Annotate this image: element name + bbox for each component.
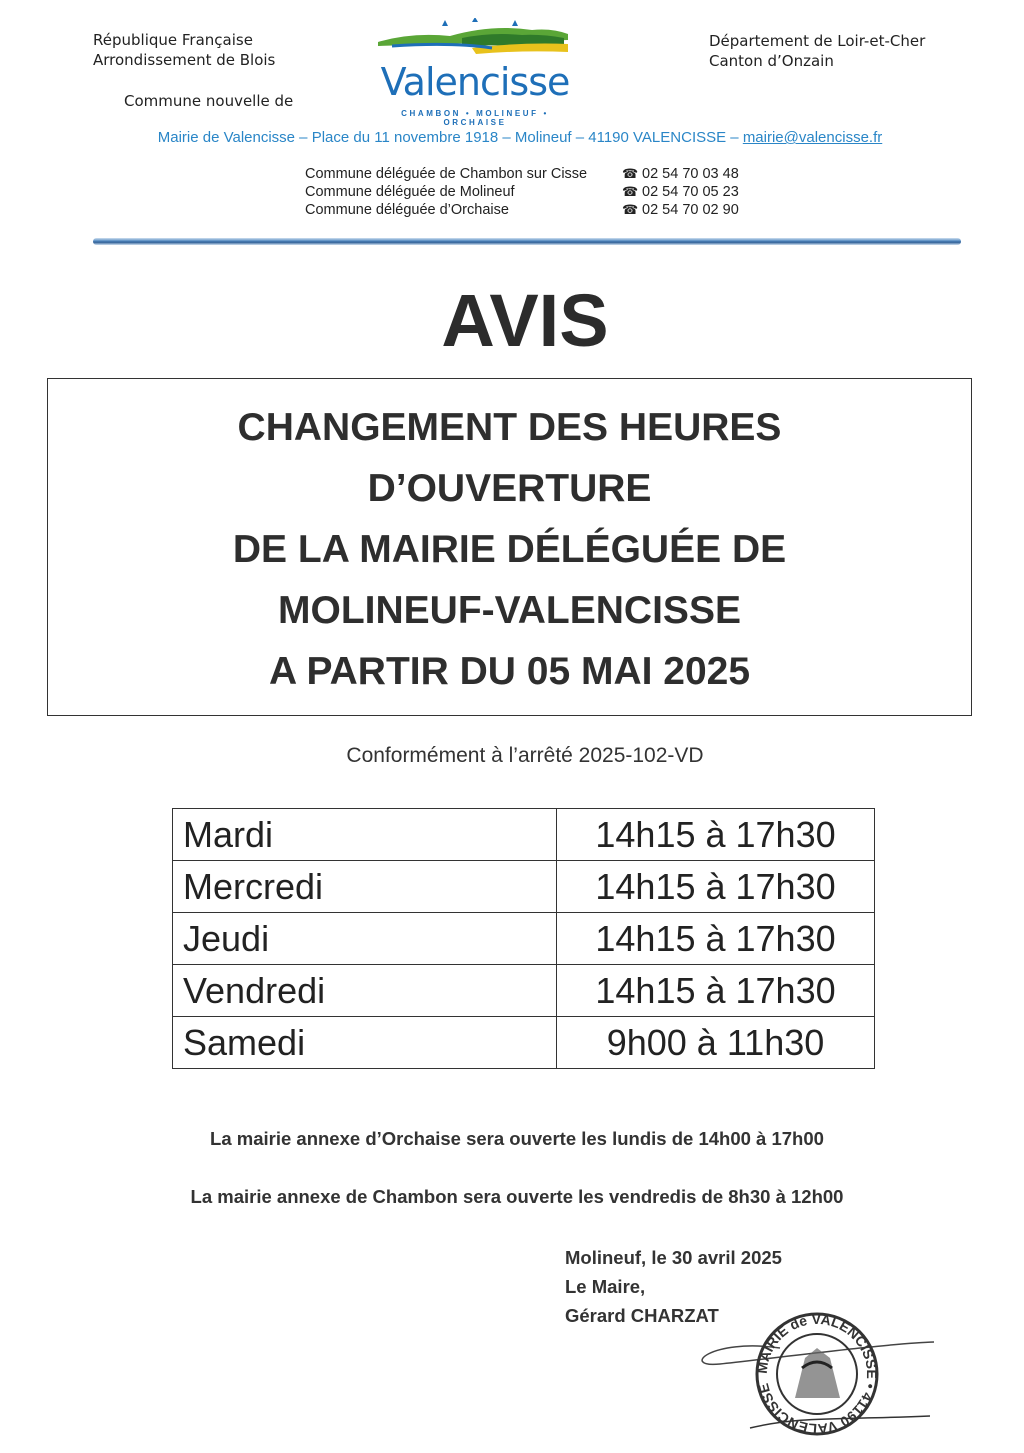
header-left-block [93,30,275,70]
time-cell: 9h00 à 11h30 [557,1017,875,1069]
day-cell: Vendredi [173,965,557,1017]
annexe-orchaise-note: La mairie annexe d’Orchaise sera ouverte les lundis de 14h00 à 17h00 [210,1128,824,1149]
logo-subtitle: CHAMBON • MOLINEUF • ORCHAISE [401,109,549,127]
telephone-icon: ☎ [622,184,639,199]
commune-phone: 02 54 70 02 90 [642,202,739,218]
mairie-address [0,129,1024,146]
opening-hours-table [172,808,875,1069]
phones-list [622,165,739,219]
time-cell: 14h15 à 17h30 [557,809,875,861]
header-right-block [709,31,925,71]
time-cell: 14h15 à 17h30 [557,861,875,913]
table-row [173,861,875,913]
commune-nouvelle-line: Commune nouvelle de [124,92,294,110]
commune-name: Commune déléguée de Molineuf [305,184,515,200]
notice-box-line: D’OUVERTURE [367,467,652,510]
signer-role: Le Maire, [565,1276,646,1297]
departement-line: Département de Loir-et-Cher [709,32,926,50]
arrondissement-line: Arrondissement de Blois [93,51,276,69]
notice-box-line: A PARTIR DU 05 MAI 2025 [268,650,751,693]
communes-list [305,165,587,219]
commune-phone: 02 54 70 05 23 [642,184,739,200]
official-seal [690,1298,940,1448]
table-row [173,913,875,965]
day-cell: Samedi [173,1017,557,1069]
time-cell: 14h15 à 17h30 [557,965,875,1017]
annexe-chambon-note: La mairie annexe de Chambon sera ouverte les vendredis de 8h30 à 12h00 [190,1186,844,1207]
notice-box [47,378,972,716]
day-cell: Jeudi [173,913,557,965]
address-text: Mairie de Valencisse – Place du 11 novembre 1918 – Molineuf – 41190 VALENCISSE – [157,129,739,146]
commune-name: Commune déléguée d’Orchaise [305,202,509,218]
commune-name: Commune déléguée de Chambon sur Cisse [305,166,588,182]
seal-text: MAIRIE de VALENCISSE • 41190 VALENCISSE [753,1310,881,1438]
day-cell: Mardi [173,809,557,861]
day-cell: Mercredi [173,861,557,913]
notice-box-line: DE LA MAIRIE DÉLÉGUÉE DE [232,528,787,571]
signer-name: Gérard CHARZAT [565,1305,719,1326]
canton-line: Canton d’Onzain [709,52,834,70]
notice-box-line: CHANGEMENT DES HEURES [237,406,782,449]
table-row [173,809,875,861]
telephone-icon: ☎ [622,166,639,181]
notice-box-line: MOLINEUF-VALENCISSE [278,589,741,632]
conformity-line: Conformément à l’arrêté 2025-102-VD [346,744,704,767]
notice-title: AVIS [441,279,609,362]
seal-stamp-icon [690,1298,940,1448]
valencisse-logo [372,18,578,127]
telephone-icon: ☎ [622,202,639,217]
table-row [173,965,875,1017]
place-date: Molineuf, le 30 avril 2025 [565,1247,782,1268]
republique-line: République Française [93,31,253,49]
logo-wordmark: Valencisse [380,60,570,104]
commune-phone: 02 54 70 03 48 [642,166,739,182]
email-link[interactable]: mairie@valencisse.fr [742,129,883,146]
table-row [173,1017,875,1069]
time-cell: 14h15 à 17h30 [557,913,875,965]
header-divider [93,238,961,245]
